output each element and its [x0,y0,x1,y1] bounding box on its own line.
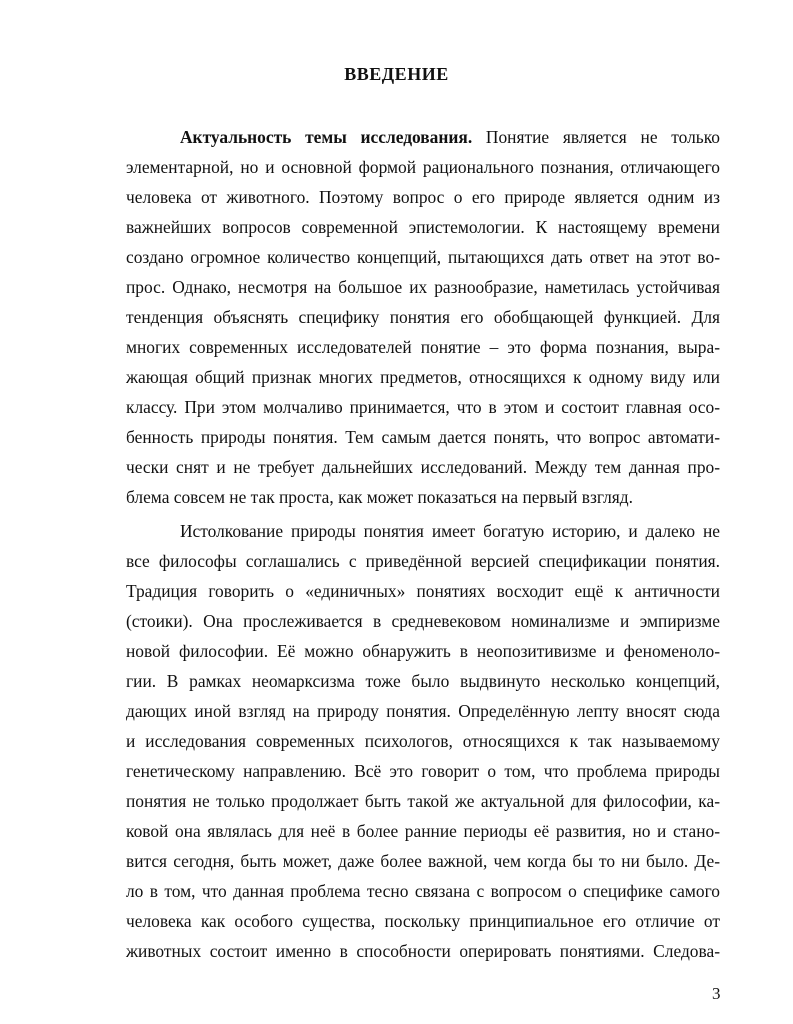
section-lead-heading: Актуальность темы исследования. [180,127,473,147]
text-line: многих современных исследователей понятие – это форма познания, выра- [126,337,720,357]
text-line: бенность природы понятия. Тем самым дается понять, что вопрос автомати- [126,427,720,447]
paragraph-2-line-1: Истолкование природы понятия имеет богатую историю, и далеко не [180,521,720,541]
text-line: новой философии. Её можно обнаружить в неопозитивизме и феноменоло- [126,641,720,661]
text-line: гии. В рамках неомарксизма тоже было выдвинуто несколько концепций, [126,671,720,691]
text-line: дающих иной взгляд на природу понятия. Определённую лепту вносят сюда [126,701,720,721]
text-line: создано огромное количество концепций, пытающихся дать ответ на этот во- [126,247,720,267]
text-line: (стоики). Она прослеживается в средневековом номинализме и эмпиризме [126,611,720,631]
text-line: тенденция объяснять специфику понятия его обобщающей функцией. Для [126,307,720,327]
text-line: блема совсем не так проста, как может показаться на первый взгляд. [126,487,633,507]
text-line: элементарной, но и основной формой рационального познания, отличающего [126,157,720,177]
text-line: жающая общий признак многих предметов, относящихся к одному виду или [126,367,720,387]
text-line: человека как особого существа, поскольку принципиальное его отличие от [126,911,720,931]
text-line: вится сегодня, быть может, даже более важной, чем когда бы то ни было. Де- [126,851,720,871]
text-line: генетическому направлению. Всё это говорит о том, что проблема природы [126,761,720,781]
text-line: прос. Однако, несмотря на большое их разнообразие, наметилась устойчивая [126,277,720,297]
page-title: ВВЕДЕНИЕ [344,64,449,84]
page-number: 3 [712,984,721,1003]
text-line: животных состоит именно в способности оперировать понятиями. Следова- [126,941,720,961]
body-text [126,122,720,966]
paragraph-1-first-line-rest: Понятие является не только [472,127,721,147]
text-line: и исследования современных психологов, относящихся к так называемому [126,731,720,751]
text-line: человека от животного. Поэтому вопрос о его природе является одним из [126,187,720,207]
text-line: важнейших вопросов современной эпистемологии. К настоящему времени [126,217,720,237]
text-line: чески снят и не требует дальнейших исследований. Между тем данная про- [126,457,720,477]
text-line: классу. При этом молчаливо принимается, что в этом и состоит главная осо- [126,397,720,417]
paragraph-1-line-1 [126,122,720,152]
text-line: ло в том, что данная проблема тесно связана с вопросом о специфике самого [126,881,720,901]
text-line: понятия не только продолжает быть такой же актуальной для философии, ка- [126,791,720,811]
text-line: ковой она являлась для неё в более ранние периоды её развития, но и стано- [126,821,720,841]
text-line: все философы соглашались с приведённой версией спецификации понятия. [126,551,720,571]
text-line: Традиция говорить о «единичных» понятиях восходит ещё к античности [126,581,720,601]
